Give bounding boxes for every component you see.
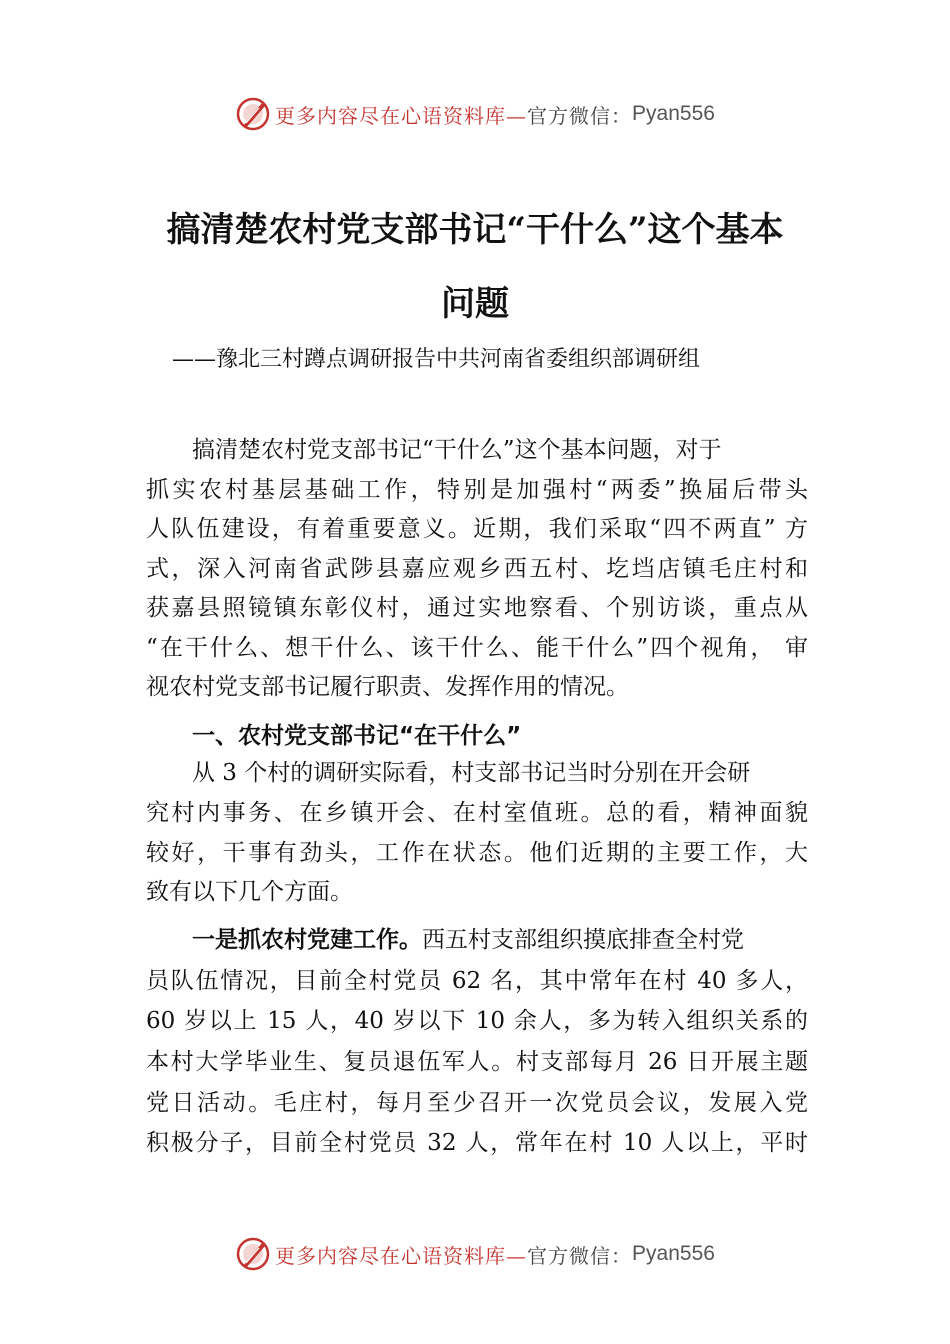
paragraph-1-line: “在干什么、想干什么、该干什么、能干什么”四个视角， 审 [146,635,808,661]
paragraph-3-line: 党日活动。毛庄村，每月至少召开一次党员会议，发展入党 [146,1090,808,1116]
paragraph-2-line: 究村内事务、在乡镇开会、在村室值班。总的看，精神面貌 [146,800,808,826]
section-heading-1: 一、农村党支部书记“在干什么” [192,723,522,749]
watermark-wechat-id: Pyan556 [632,102,715,125]
quill-logo-icon [235,1236,271,1272]
paragraph-1-line: 式，深入河南省武陟县嘉应观乡西五村、圪垱店镇毛庄村和 [146,556,808,582]
watermark-wechat-label: 官方微信： [527,1243,633,1268]
paragraph-1-line: 抓实农村基层基础工作，特别是加强村“两委”换届后带头 [146,477,808,503]
paragraph-3-line: 积极分子，目前全村党员 32 人，常年在村 10 人以上，平时 [146,1130,808,1156]
paragraph-3-line: 60 岁以上 15 人，40 岁以下 10 余人，多为转入组织关系的 [146,1008,808,1034]
paragraph-3-first-text: 西五村支部组织摸底排查全村党 [422,927,744,953]
paragraph-1-line: 视农村党支部书记履行职责、发挥作用的情况。 [146,674,629,700]
paragraph-3-first-line [192,920,744,960]
watermark-banner-top [0,94,950,134]
paragraph-2-line: 从 3 个村的调研实际看，村支部书记当时分别在开会研 [192,760,751,786]
paragraph-2-line: 致有以下几个方面。 [146,879,353,905]
watermark-prefix: 更多内容尽在心语资料库— [275,1243,528,1268]
document-title-line-1: 搞清楚农村党支部书记“干什么”这个基本 [166,210,784,250]
watermark-wechat-id: Pyan556 [632,1242,715,1265]
paragraph-3-line: 员队伍情况，目前全村党员 62 名，其中常年在村 40 多人， [146,968,808,994]
quill-logo-icon [235,96,271,132]
paragraph-1-line: 人队伍建设，有着重要意义。近期，我们采取“四不两直” 方 [146,516,808,542]
paragraph-3-lead: 一是抓农村党建工作。 [192,927,422,953]
paragraph-1-line: 搞清楚农村党支部书记“干什么”这个基本问题，对于 [192,437,722,463]
document-subtitle: ——豫北三村蹲点调研报告中共河南省委组织部调研组 [172,347,701,372]
watermark-banner-bottom [0,1234,950,1274]
document-title-line-2: 问题 [441,284,509,324]
watermark-wechat-label: 官方微信： [527,103,633,128]
paragraph-1-line: 获嘉县照镜镇东彰仪村，通过实地察看、个别访谈，重点从 [146,595,808,621]
paragraph-2-line: 较好，干事有劲头，工作在状态。他们近期的主要工作，大 [146,840,808,866]
paragraph-3-line: 本村大学毕业生、复员退伍军人。村支部每月 26 日开展主题 [146,1049,808,1075]
watermark-prefix: 更多内容尽在心语资料库— [275,103,528,128]
